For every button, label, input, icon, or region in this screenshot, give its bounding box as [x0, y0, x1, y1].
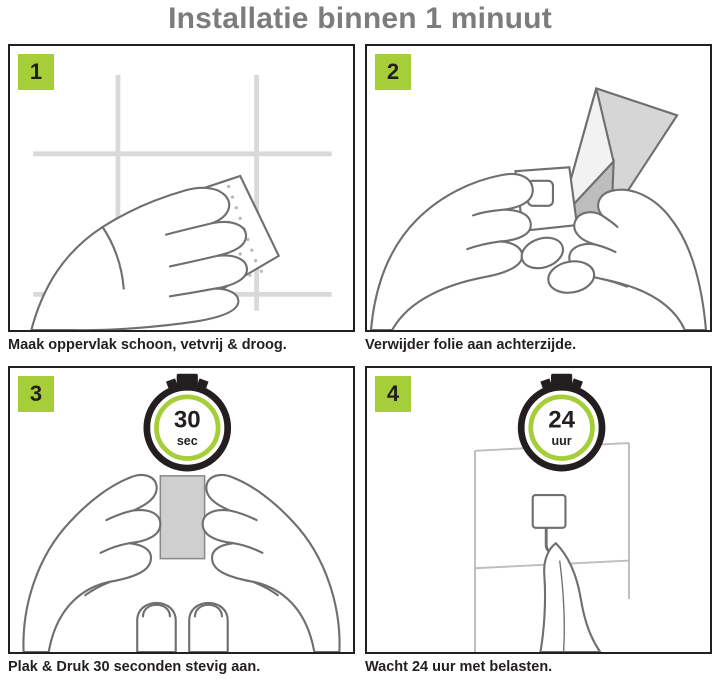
step-4-caption: Wacht 24 uur met belasten.: [365, 659, 553, 675]
step-2-illustration: [367, 46, 710, 330]
step-4: [365, 366, 712, 680]
step-2-number: 2: [375, 54, 411, 90]
step-1-panel: [8, 44, 355, 332]
step-1-illustration: [10, 46, 353, 330]
step-3: [8, 366, 355, 680]
timer-24-uur: [521, 374, 602, 468]
step-4-panel: [365, 366, 712, 654]
step-1: [8, 44, 355, 358]
svg-text:uur: uur: [551, 434, 572, 449]
step-1-number: 1: [18, 54, 54, 90]
svg-text:sec: sec: [176, 434, 198, 449]
svg-text:30: 30: [173, 406, 201, 434]
steps-grid: [8, 44, 712, 680]
step-1-caption: Maak oppervlak schoon, vetvrij & droog.: [8, 337, 287, 353]
step-3-illustration: [10, 368, 353, 652]
step-4-number: 4: [375, 376, 411, 412]
svg-text:24: 24: [548, 406, 575, 434]
timer-30-sec: [147, 374, 228, 468]
page-title: Installatie binnen 1 minuut: [168, 2, 552, 35]
step-4-illustration: [367, 368, 710, 652]
step-3-panel: [8, 366, 355, 654]
step-3-caption: Plak & Druk 30 seconden stevig aan.: [8, 659, 261, 675]
step-3-number: 3: [18, 376, 54, 412]
step-2-caption: Verwijder folie aan achterzijde.: [365, 337, 577, 353]
step-2-panel: [365, 44, 712, 332]
step-2: [365, 44, 712, 358]
